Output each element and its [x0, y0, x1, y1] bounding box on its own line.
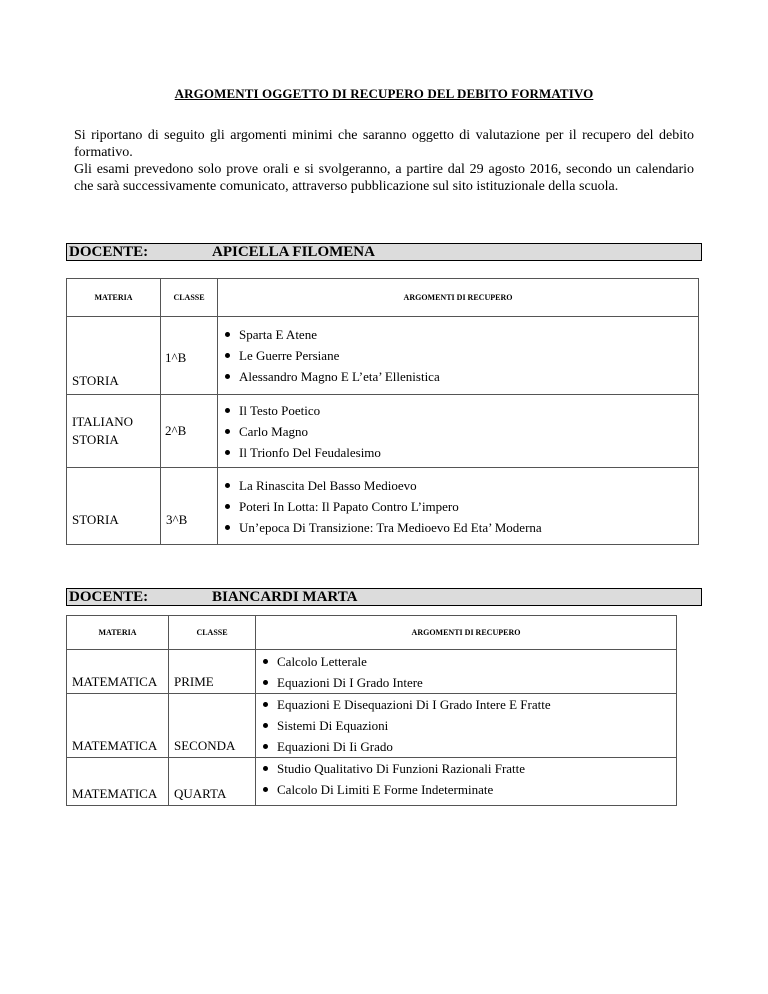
table-row: [67, 317, 699, 395]
topic-list: [256, 651, 676, 693]
list-item: Sparta E Atene: [225, 324, 698, 345]
class-cell: SECONDA: [169, 694, 256, 758]
topics-cell: [218, 468, 699, 545]
topic-list: [218, 475, 698, 538]
subject-cell: MATEMATICA: [67, 694, 169, 758]
table-row: [67, 468, 699, 545]
bullet-icon: [225, 408, 230, 413]
table-header-row: [67, 616, 677, 650]
bullet-icon: [263, 787, 268, 792]
list-item: Le Guerre Persiane: [225, 345, 698, 366]
subject-cell: STORIA: [67, 468, 161, 545]
bullet-icon: [225, 332, 230, 337]
teacher-label: DOCENTE:: [69, 589, 149, 605]
list-item: Il Testo Poetico: [225, 400, 698, 421]
list-item: Alessandro Magno E L’eta’ Ellenistica: [225, 366, 698, 387]
bullet-icon: [263, 766, 268, 771]
bullet-icon: [225, 374, 230, 379]
bullet-icon: [263, 680, 268, 685]
column-header-materia: MATERIA: [67, 279, 161, 317]
topic-list: [256, 694, 676, 757]
class-cell: 3^B: [161, 468, 218, 545]
intro-paragraph-1: Si riportano di seguito gli argomenti minimi che saranno oggetto di valutazione per il recupero del debito formativo.: [74, 128, 694, 160]
bullet-icon: [225, 353, 230, 358]
table-row: [67, 395, 699, 468]
list-item: Un’epoca Di Transizione: Tra Medioevo Ed Eta’ Moderna: [225, 517, 698, 538]
teacher-name: BIANCARDI MARTA: [212, 589, 358, 605]
recovery-table: [66, 278, 699, 545]
list-item: Calcolo Letterale: [263, 651, 676, 672]
bullet-icon: [263, 659, 268, 664]
column-header-materia: MATERIA: [67, 616, 169, 650]
table-row: [67, 758, 677, 806]
bullet-icon: [225, 525, 230, 530]
column-header-argomenti: ARGOMENTI DI RECUPERO: [256, 616, 677, 650]
list-item: Poteri In Lotta: Il Papato Contro L’impero: [225, 496, 698, 517]
topic-list: [218, 400, 698, 463]
topics-cell: [256, 758, 677, 806]
list-item: Sistemi Di Equazioni: [263, 715, 676, 736]
topics-cell: [218, 317, 699, 395]
intro-paragraph-2: Gli esami prevedono solo prove orali e si svolgeranno, a partire dal 29 agosto 2016, secondo un calendario che sarà successivamente comunicato, attraverso pubblicazione sul sito istituzionale della scuola.: [74, 162, 694, 194]
list-item: Equazioni Di I Grado Intere: [263, 672, 676, 693]
subject-cell: MATEMATICA: [67, 758, 169, 806]
topic-list: [218, 324, 698, 387]
list-item: Carlo Magno: [225, 421, 698, 442]
list-item: Calcolo Di Limiti E Forme Indeterminate: [263, 779, 676, 800]
bullet-icon: [225, 429, 230, 434]
bullet-icon: [225, 483, 230, 488]
topic-list: [256, 758, 676, 800]
bullet-icon: [225, 504, 230, 509]
table-row: [67, 650, 677, 694]
list-item: Equazioni E Disequazioni Di I Grado Intere E Fratte: [263, 694, 676, 715]
topics-cell: [218, 395, 699, 468]
column-header-classe: CLASSE: [169, 616, 256, 650]
teacher-label: DOCENTE:: [69, 244, 149, 260]
list-item: Il Trionfo Del Feudalesimo: [225, 442, 698, 463]
document-title: ARGOMENTI OGGETTO DI RECUPERO DEL DEBITO FORMATIVO: [174, 86, 594, 101]
column-header-classe: CLASSE: [161, 279, 218, 317]
subject-cell: ITALIANO STORIA: [67, 395, 161, 468]
teacher-header-bar: [66, 243, 702, 261]
class-cell: 1^B: [161, 317, 218, 395]
topics-cell: [256, 694, 677, 758]
teacher-header-bar: [66, 588, 702, 606]
column-header-argomenti: ARGOMENTI DI RECUPERO: [218, 279, 699, 317]
subject-cell: STORIA: [67, 317, 161, 395]
recovery-table: [66, 615, 677, 806]
class-cell: QUARTA: [169, 758, 256, 806]
list-item: La Rinascita Del Basso Medioevo: [225, 475, 698, 496]
teacher-name: APICELLA FILOMENA: [212, 244, 375, 260]
bullet-icon: [263, 723, 268, 728]
list-item: Studio Qualitativo Di Funzioni Razionali Fratte: [263, 758, 676, 779]
topics-cell: [256, 650, 677, 694]
subject-cell: MATEMATICA: [67, 650, 169, 694]
bullet-icon: [263, 702, 268, 707]
class-cell: PRIME: [169, 650, 256, 694]
class-cell: 2^B: [161, 395, 218, 468]
bullet-icon: [225, 450, 230, 455]
bullet-icon: [263, 744, 268, 749]
table-row: [67, 694, 677, 758]
list-item: Equazioni Di Ii Grado: [263, 736, 676, 757]
table-header-row: [67, 279, 699, 317]
